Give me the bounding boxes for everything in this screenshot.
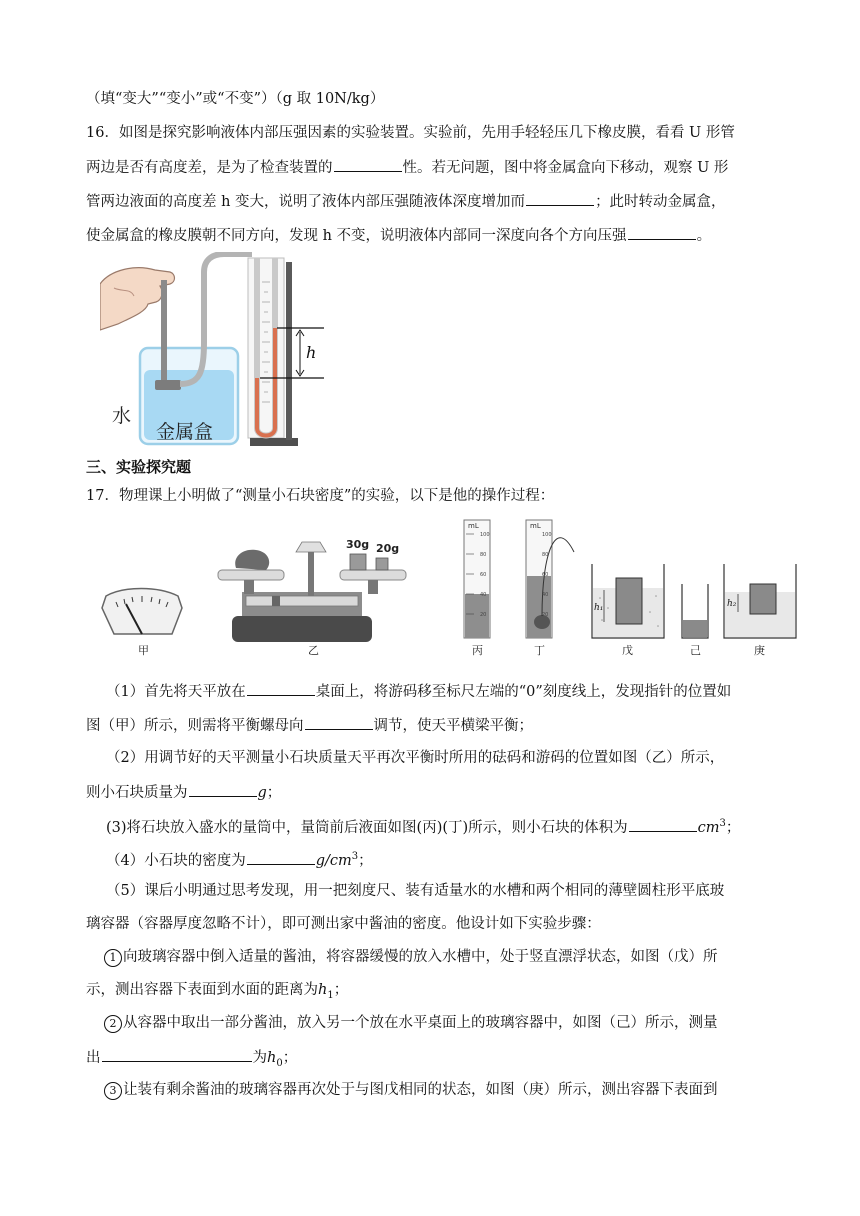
q17-text: 向玻璃容器中倒入适量的酱油，将容器缓慢的放入水槽中，处于竖直漂浮状态，如图（戊）所 xyxy=(123,949,718,965)
q16-line-1: 16．如图是探究影响液体内部压强因素的实验装置。实验前，先用手轻轻压几下橡皮膜，看看 U 形管 xyxy=(86,125,735,141)
q17-step-1 xyxy=(104,947,718,967)
q17-text: 从容器中取出一部分酱油，放入另一个放在水平桌面上的玻璃容器中，如图（己）所示，测量 xyxy=(123,1015,718,1031)
var-h: h xyxy=(267,1050,277,1066)
q17-step-3 xyxy=(104,1080,718,1100)
cylinder-after-figure xyxy=(526,520,574,657)
q16-line-2 xyxy=(86,156,728,178)
probe-rod xyxy=(161,280,167,386)
figure-label: 戊 xyxy=(622,644,633,657)
answer-blank[interactable] xyxy=(247,849,315,865)
figure-label: 丁 xyxy=(534,644,545,657)
step-number: 2 xyxy=(104,1015,122,1033)
q17-step-2-cont xyxy=(86,1046,297,1074)
svg-text:40: 40 xyxy=(542,592,549,598)
q17-text: 让装有剩余酱油的玻璃容器再次处于与图戊相同的状态，如图（庚）所示，测出容器下表面到 xyxy=(123,1082,718,1098)
figure-label: 甲 xyxy=(138,644,149,657)
metal-box-icon xyxy=(155,380,181,390)
svg-text:mL: mL xyxy=(530,522,541,530)
q17-part-4 xyxy=(106,847,373,871)
svg-text:20: 20 xyxy=(542,612,549,618)
q17-text: ； xyxy=(266,785,282,801)
subscript: 1 xyxy=(327,989,334,1001)
q17-step-1-cont xyxy=(86,980,348,1006)
answer-blank[interactable] xyxy=(305,714,373,730)
q16-text: 性。若无问题，图中将金属盒向下移动，观察 U 形 xyxy=(402,160,729,176)
q17-text: (3)将石块放入盛水的量筒中，量筒前后液面如图(丙)(丁)所示，则小石块的体积为 xyxy=(106,819,628,836)
figure-label: 己 xyxy=(690,644,701,657)
unit-exponent: 3 xyxy=(719,818,726,829)
svg-text:60: 60 xyxy=(542,572,549,578)
subscript: 0 xyxy=(276,1057,283,1069)
answer-blank[interactable] xyxy=(189,781,257,797)
q16-text: 管两边液面的高度差 h 变大，说明了液体内部压强随液体深度增加而 xyxy=(86,194,526,210)
balance-figure xyxy=(218,538,406,657)
unit-density: g/cm xyxy=(315,852,352,869)
pressure-apparatus-figure xyxy=(100,252,336,448)
svg-text:80: 80 xyxy=(542,552,549,558)
q17-step-2 xyxy=(104,1013,718,1033)
answer-blank[interactable] xyxy=(628,224,696,240)
q17-text: ； xyxy=(725,819,741,836)
q17-text: （4）小石块的密度为 xyxy=(106,852,246,869)
q16-text: 。 xyxy=(696,228,712,244)
figure-label: 庚 xyxy=(754,644,765,657)
metal-box-label: 金属盒 xyxy=(156,421,214,443)
q17-text: 图（甲）所示，则需将平衡螺母向 xyxy=(86,718,304,734)
answer-blank[interactable] xyxy=(102,1046,252,1062)
q17-text: 出 xyxy=(86,1050,101,1066)
container-on-table-figure xyxy=(682,584,708,657)
h-label: h xyxy=(306,343,317,362)
svg-text:100: 100 xyxy=(542,532,552,538)
q17-text: 示，测出容器下表面到水面的距离为 xyxy=(86,982,318,998)
q17-part-5: （5）课后小明通过思考发现，用一把刻度尺、装有适量水的水槽和两个相同的薄壁圆柱形平底玻 xyxy=(106,883,725,899)
figure-label: 丙 xyxy=(472,644,483,657)
floating-container-figure xyxy=(592,564,664,657)
weight-20g-label: 20g xyxy=(376,542,400,555)
svg-text:20: 20 xyxy=(480,612,487,618)
svg-text:60: 60 xyxy=(480,572,487,578)
q17-part-2-cont xyxy=(86,781,281,803)
q17-text: 桌面上，将游码移至标尺左端的“0”刻度线上，发现指针的位置如 xyxy=(315,684,732,700)
section-heading: 三、实验探究题 xyxy=(86,458,192,476)
q17-text: ； xyxy=(333,982,349,998)
q17-part-5-cont: 璃容器（容器厚度忽略不计），即可测出家中酱油的密度。他设计如下实验步骤： xyxy=(86,916,601,932)
q16-line-3 xyxy=(86,190,726,212)
svg-text:40: 40 xyxy=(480,592,487,598)
q17-text: ； xyxy=(282,1050,298,1066)
q17-part-1-cont xyxy=(86,714,533,736)
q15-tail: （填“变大”“变小”或“不变”）（g 取 10N/kg） xyxy=(86,91,385,107)
q17-text: （1）首先将天平放在 xyxy=(106,684,246,700)
water-label: 水 xyxy=(112,405,132,427)
q17-text: 调节，使天平横梁平衡； xyxy=(373,718,533,734)
q16-text: 两边是否有高度差，是为了检查装置的 xyxy=(86,160,333,176)
answer-blank[interactable] xyxy=(526,190,594,206)
h1-label: h₁ xyxy=(594,603,604,613)
weight-30g-label: 30g xyxy=(346,538,370,551)
unit-cm3: cm xyxy=(697,819,720,836)
density-experiment-figures xyxy=(96,512,826,658)
h2-label: h₂ xyxy=(727,599,737,609)
pointer-dial-figure xyxy=(102,589,182,658)
q17-text: 则小石块质量为 xyxy=(86,785,188,801)
svg-text:100: 100 xyxy=(480,532,490,538)
floating-container-again-figure xyxy=(724,564,796,657)
q17-part-1 xyxy=(106,680,731,702)
answer-blank[interactable] xyxy=(247,680,315,696)
q16-text: 使金属盒的橡皮膜朝不同方向，发现 h 不变，说明液体内部同一深度向各个方向压强 xyxy=(86,228,627,244)
q16-line-4 xyxy=(86,224,711,246)
unit-exponent: 3 xyxy=(351,851,359,862)
q17-intro: 17．物理课上小明做了“测量小石块密度”的实验，以下是他的操作过程： xyxy=(86,488,555,504)
figure-label: 乙 xyxy=(308,644,319,657)
var-h: h xyxy=(318,982,328,998)
step-number: 1 xyxy=(104,949,122,967)
cylinder-before-figure xyxy=(464,520,490,657)
step-number: 3 xyxy=(104,1082,122,1100)
q16-text: ；此时转动金属盒， xyxy=(595,194,726,210)
svg-text:80: 80 xyxy=(480,552,487,558)
q17-text: ； xyxy=(358,852,373,869)
answer-blank[interactable] xyxy=(334,156,402,172)
unit-g: g xyxy=(257,785,267,801)
q17-text: 为 xyxy=(252,1050,267,1066)
svg-text:mL: mL xyxy=(468,522,479,530)
q17-part-2: （2）用调节好的天平测量小石块质量天平再次平衡时所用的砝码和游码的位置如图（乙）所示， xyxy=(106,750,725,766)
answer-blank[interactable] xyxy=(629,816,697,832)
q17-part-3 xyxy=(106,814,740,838)
